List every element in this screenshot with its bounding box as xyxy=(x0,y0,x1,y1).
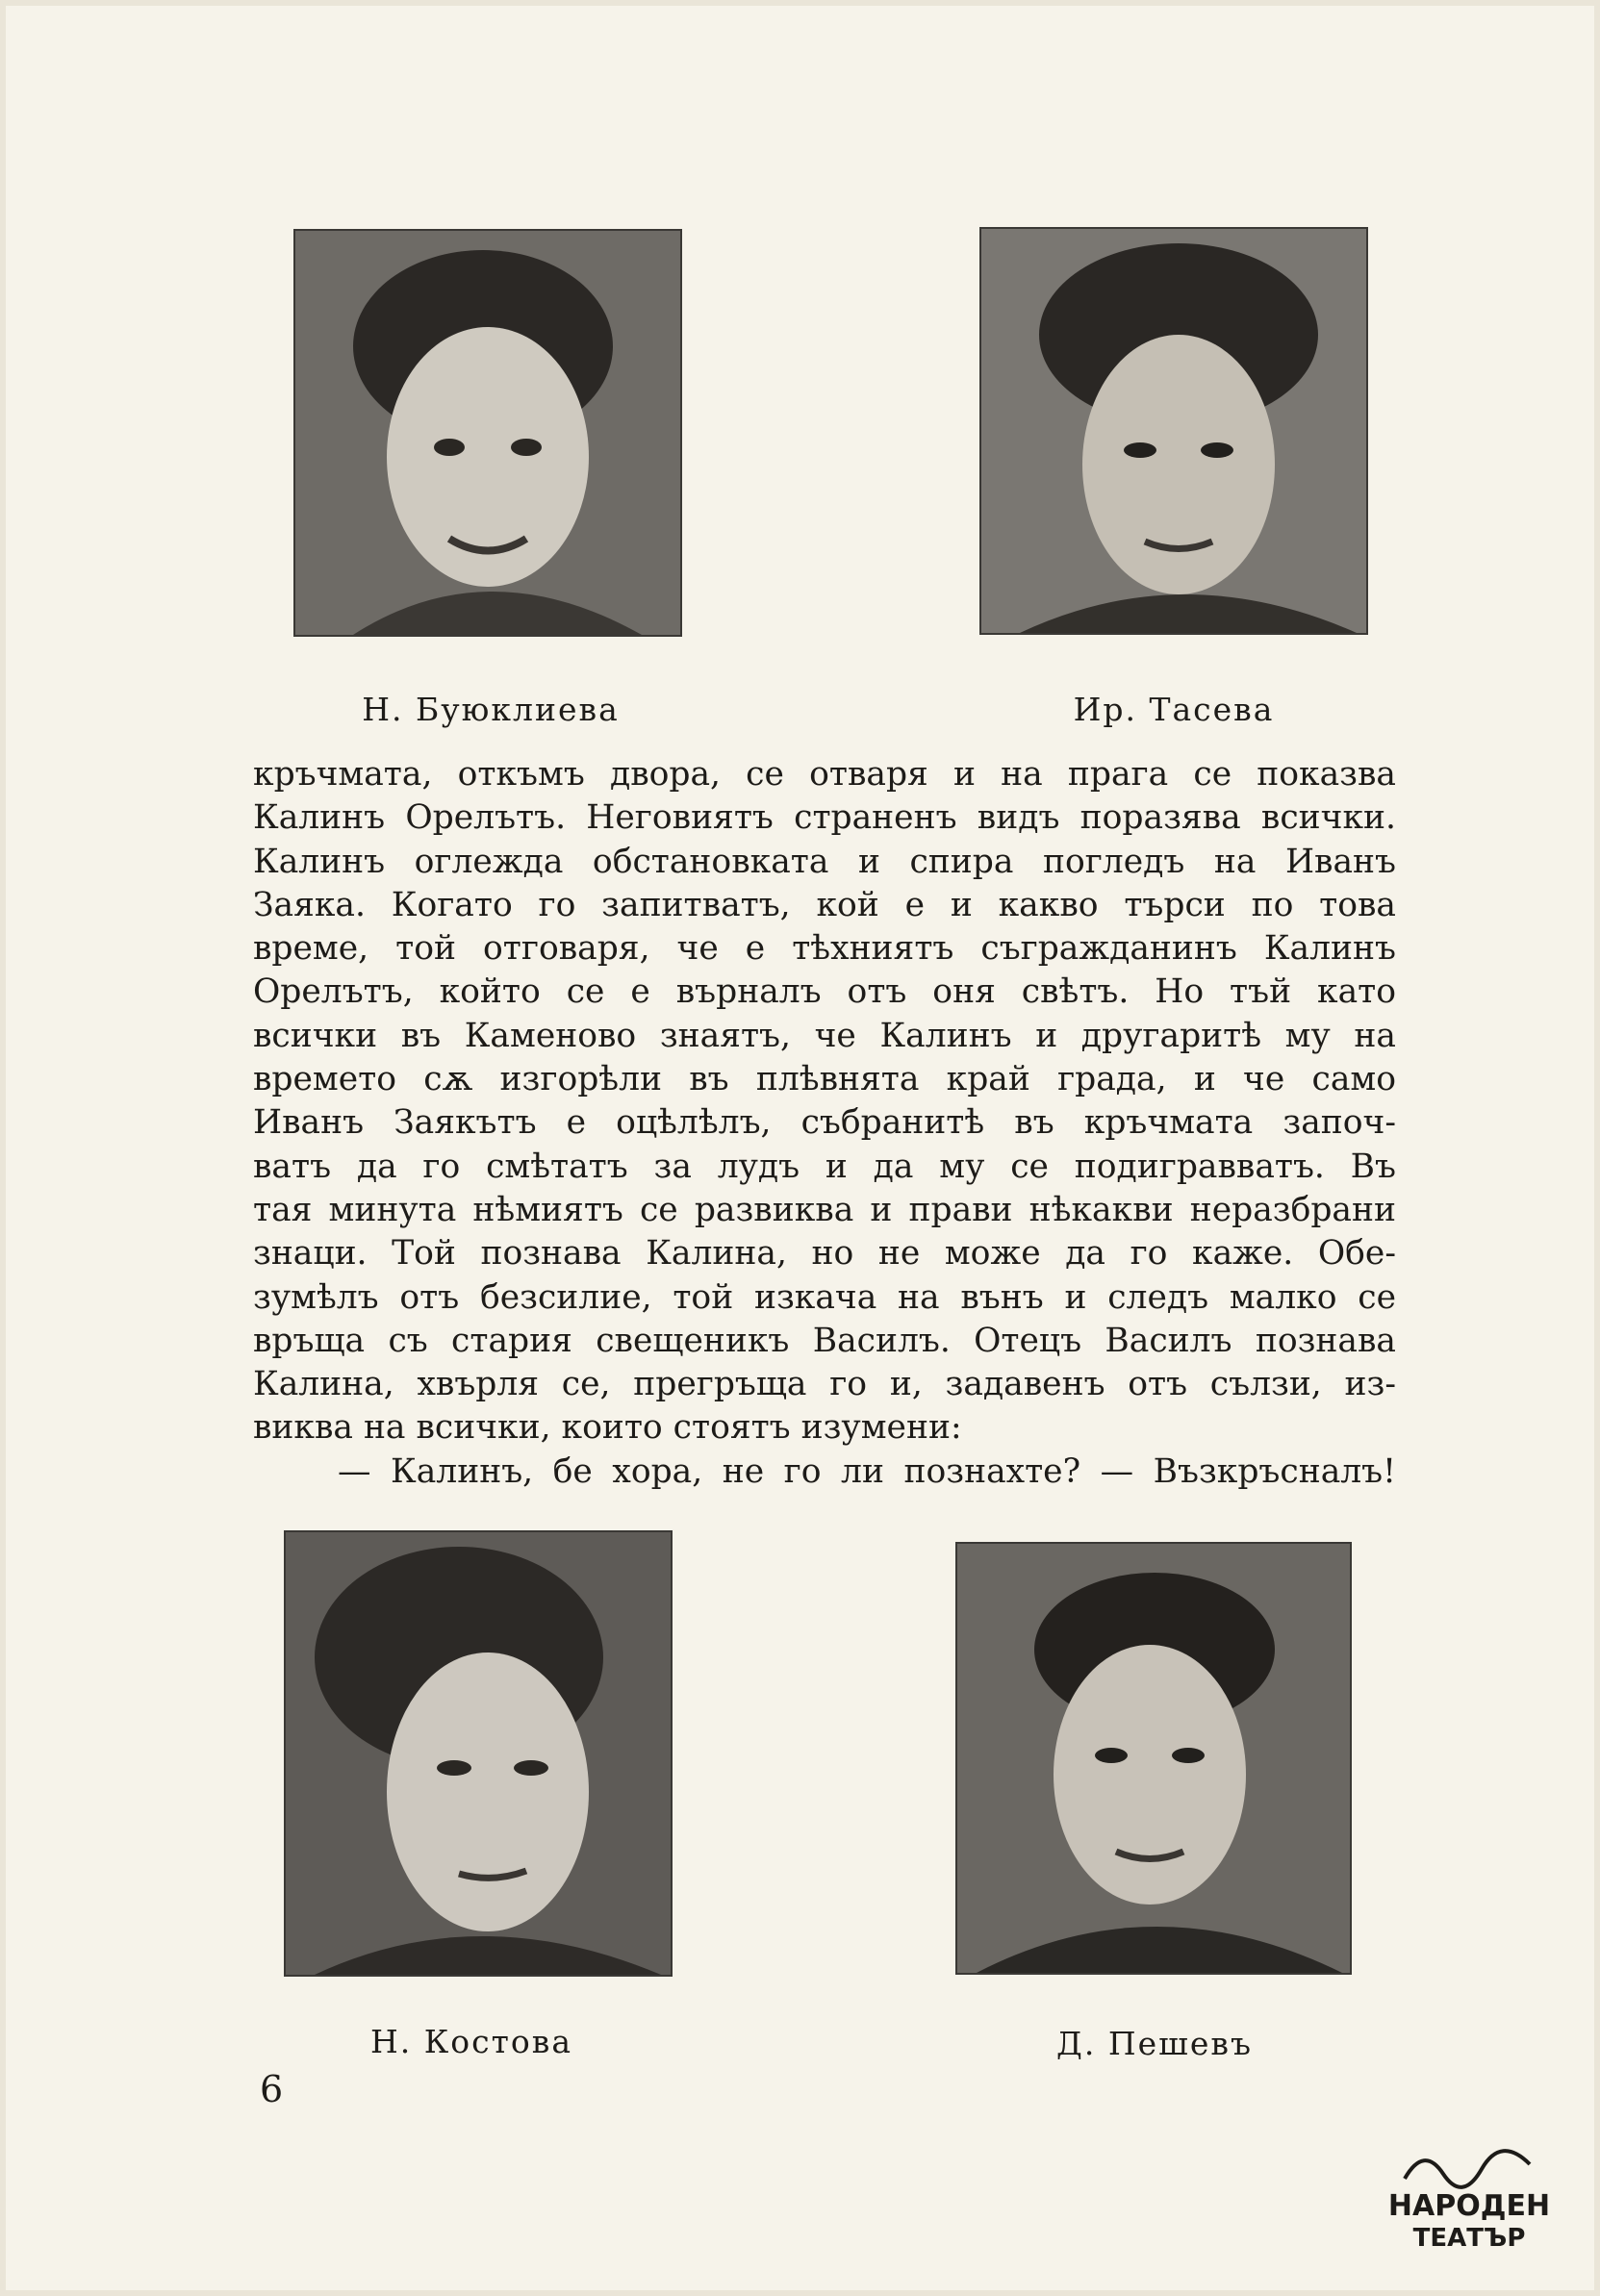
body-line: Орелътъ, който се е върналъ отъ оня свѣтъ. Но тъй като xyxy=(253,972,1396,1012)
portrait-photo-taseva xyxy=(981,229,1366,633)
body-quote: — Калинъ, бе хора, не го ли познахте? — Възкръсналъ! xyxy=(338,1451,1396,1491)
portrait-photo-kostova xyxy=(286,1532,671,1975)
body-line: времето сѫ изгорѣли въ плѣвнята край града, и че само xyxy=(253,1060,1396,1099)
body-line: Калина, хвърля се, прегръща го и, задавенъ отъ сълзи, из- xyxy=(253,1365,1396,1404)
body-line: време, той отговаря, че е тѣхниятъ съгражданинъ Калинъ xyxy=(253,929,1396,969)
body-line: всички въ Каменово знаятъ, че Калинъ и другаритѣ му на xyxy=(253,1016,1396,1055)
body-line: Заяка. Когато го запитватъ, кой е и какво търси по това xyxy=(253,885,1396,924)
logo-line-2: ТЕАТЪР xyxy=(1412,2224,1526,2253)
body-line: връща съ стария свещеникъ Василъ. Отецъ Василъ познава xyxy=(253,1321,1396,1360)
body-line: знаци. Той познава Калина, но не може да го каже. Обе- xyxy=(253,1234,1396,1274)
body-line: Иванъ Заякътъ е оцѣлѣлъ, събранитѣ въ кръчмата започ- xyxy=(253,1103,1396,1143)
caption-buyuklieva: Н. Буюклиева xyxy=(362,691,620,728)
body-line: виква на всички, които стоятъ изумени: xyxy=(253,1408,962,1448)
body-line: ватъ да го смѣтатъ за лудъ и да му се подигравватъ. Въ xyxy=(253,1147,1396,1186)
caption-kostova: Н. Костова xyxy=(369,2023,573,2060)
page-number: 6 xyxy=(260,2068,284,2110)
logo-line-1: НАРОДЕН xyxy=(1387,2189,1551,2223)
body-line: Калинъ оглежда обстановката и спира погледъ на Иванъ xyxy=(253,842,1396,881)
portrait-photo-peshev xyxy=(957,1544,1350,1973)
body-line: зумѣлъ отъ безсилие, той изкача на вънъ и следъ малко се xyxy=(253,1277,1396,1317)
national-theatre-logo xyxy=(1385,2140,1554,2256)
caption-peshev: Д. Пешевъ xyxy=(1056,2025,1253,2062)
body-line: тая минута нѣмиятъ се развиква и прави нѣкакви неразбрани xyxy=(253,1190,1396,1229)
body-line: кръчмата, откъмъ двора, се отваря и на прага се показва xyxy=(253,755,1396,794)
caption-taseva: Ир. Тасева xyxy=(1073,691,1275,728)
portrait-photo-buyuklieva xyxy=(295,231,680,635)
article-body xyxy=(253,753,1396,1494)
body-line: Калинъ Орелътъ. Неговиятъ страненъ видъ поразява всички. xyxy=(253,798,1396,838)
